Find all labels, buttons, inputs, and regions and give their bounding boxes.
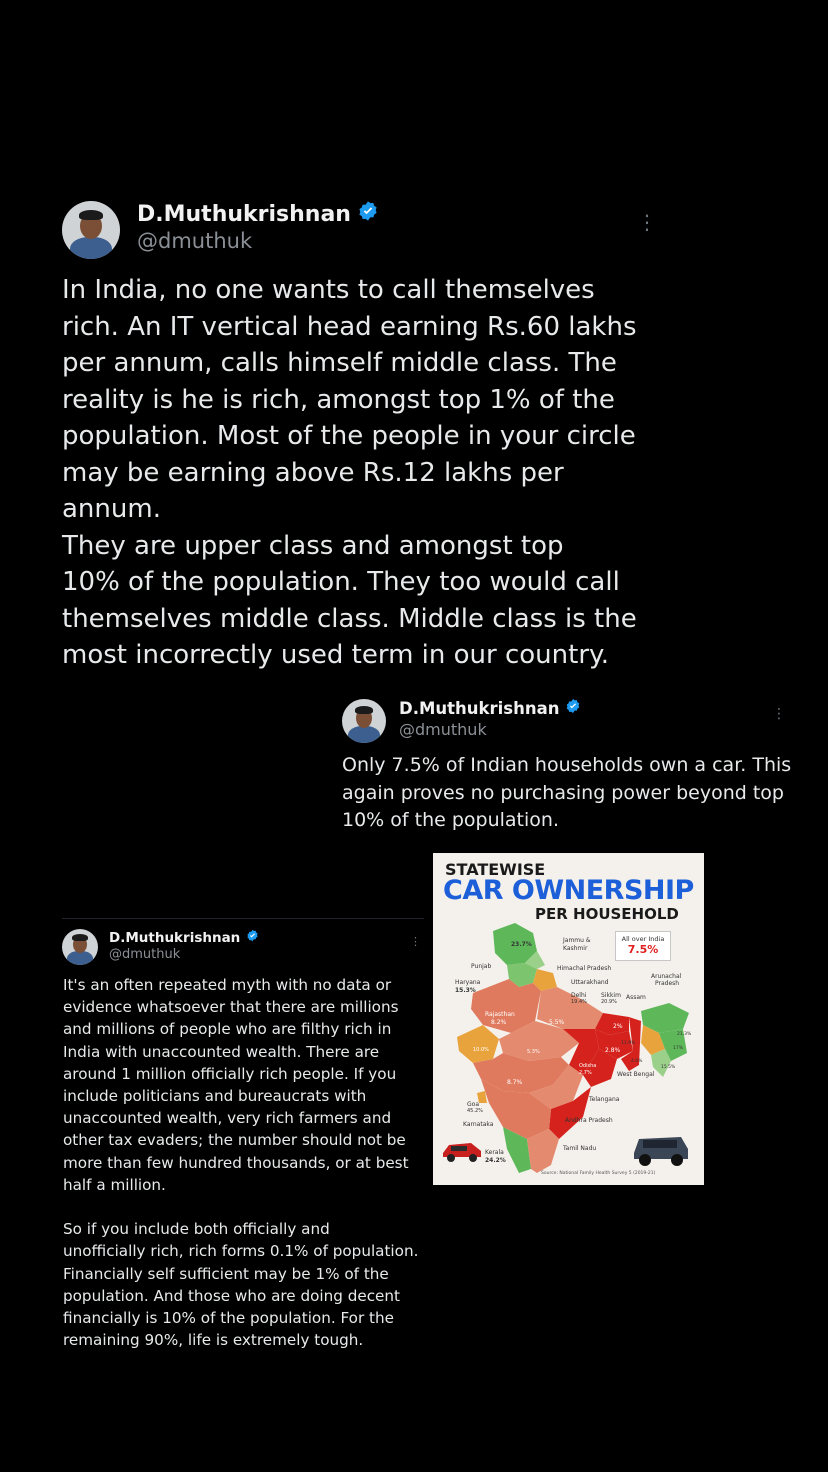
- all-india-box: [615, 931, 671, 961]
- text-line: remaining 90%, life is extremely tough.: [63, 1331, 364, 1350]
- label-mizoram-value: 15.5%: [661, 1065, 676, 1070]
- verified-badge-icon: [357, 200, 379, 228]
- text-line: reality is he is rich, amongst top 1% of the: [62, 384, 615, 415]
- infographic-title-line2: CAR OWNERSHIP: [443, 875, 694, 906]
- label-delhi: Delhi: [571, 992, 587, 999]
- text-line: around 1 million officially rich people. If you: [63, 1064, 397, 1083]
- author-name-text: D.Muthukrishnan: [399, 698, 560, 718]
- label-hp: Himachal Pradesh: [557, 965, 612, 972]
- label-goa-value: 45.2%: [467, 1108, 483, 1114]
- text-line: other tax evaders; the number should not be: [63, 1131, 406, 1150]
- infographic-source: Source: National Family Health Survey 5 (2019-21): [541, 1171, 656, 1176]
- label-rajasthan-value: 8.2%: [491, 1019, 507, 1026]
- text-line: Financially self sufficient may be 1% of the: [63, 1264, 389, 1283]
- more-vertical-icon[interactable]: ⋮: [637, 210, 657, 234]
- text-line: per annum, calls himself middle class. The: [62, 348, 617, 378]
- label-kerala: Kerala: [485, 1149, 504, 1156]
- text-line: [63, 1196, 423, 1218]
- text-line: more than few hundred thousands, or at best: [63, 1153, 409, 1172]
- label-delhi-value: 19.4%: [571, 999, 587, 1005]
- label-odisha: Odisha: [579, 1063, 597, 1069]
- label-karnataka: Karnataka: [463, 1121, 494, 1128]
- text-line: financially is 10% of the population. For the: [63, 1309, 394, 1328]
- label-haryana: Haryana: [455, 979, 481, 986]
- label-bihar-value: 2%: [613, 1023, 623, 1030]
- text-line: may be earning above Rs.12 lakhs per annum.: [62, 457, 564, 524]
- label-wb: West Bengal: [617, 1071, 655, 1078]
- author-name[interactable]: [137, 200, 379, 228]
- tweet-text: [342, 752, 802, 835]
- text-line: again proves no purchasing power beyond top: [342, 781, 784, 804]
- label-ap: Andhra Pradesh: [565, 1117, 613, 1124]
- text-line: rich. An IT vertical head earning Rs.60 lakhs: [62, 311, 637, 342]
- label-goa: Goa: [467, 1101, 479, 1108]
- suv-car-icon: [631, 1127, 691, 1167]
- text-line: It's an often repeated myth with no data or: [63, 976, 392, 994]
- infographic-title-line3: PER HOUSEHOLD: [535, 905, 679, 923]
- label-uk: Uttarakhand: [571, 979, 609, 986]
- more-vertical-icon[interactable]: ⋮: [410, 935, 421, 948]
- author-name-text: D.Muthukrishnan: [137, 201, 351, 227]
- text-line: So if you include both officially and: [63, 1220, 330, 1239]
- label-jk: Jammu &: [563, 937, 591, 944]
- label-up-value: 5.5%: [549, 1019, 565, 1026]
- text-line: most incorrectly used term in our country.: [62, 640, 609, 670]
- verified-badge-icon: [246, 929, 259, 946]
- text-line: In India, no one wants to call themselves: [62, 275, 595, 305]
- author-handle[interactable]: @dmuthuk: [109, 947, 181, 962]
- text-line: 10% of the population. They too would call: [62, 567, 620, 597]
- avatar[interactable]: [342, 699, 386, 743]
- car-ownership-infographic[interactable]: [433, 853, 704, 1185]
- label-telangana: Telangana: [589, 1096, 620, 1103]
- label-wb-value: 2.8%: [605, 1047, 621, 1054]
- label-jk-value: 23.7%: [511, 941, 532, 948]
- label-nagaland-value: 21.3%: [677, 1032, 692, 1037]
- text-line: include politicians and bureaucrats with: [63, 1087, 367, 1106]
- label-rajasthan: Rajasthan: [485, 1011, 515, 1018]
- author-name[interactable]: [109, 929, 259, 946]
- text-line: unaccounted wealth, very rich farmers and: [63, 1109, 392, 1128]
- all-india-value: 7.5%: [627, 943, 659, 956]
- label-sikkim: Sikkim: [601, 992, 621, 999]
- label-gujarat-value: 10.0%: [473, 1047, 489, 1053]
- label-manipur-value: 17%: [673, 1046, 684, 1051]
- author-name-text: D.Muthukrishnan: [109, 929, 241, 946]
- label-arunachal: Arunachal: [651, 973, 682, 980]
- tweet-text: [62, 272, 662, 674]
- text-line: and millions of people who are filthy rich in: [63, 1020, 392, 1039]
- label-haryana-value: 15.3%: [455, 987, 476, 994]
- text-line: They are upper class and amongst top: [62, 530, 564, 561]
- label-jk-2: Kashmir: [563, 945, 588, 952]
- text-line: unofficially rich, rich forms 0.1% of population.: [63, 1242, 419, 1261]
- text-line: Only 7.5% of Indian households own a car. This: [342, 754, 792, 776]
- verified-badge-icon: [565, 698, 581, 718]
- label-maharashtra-value: 8.7%: [507, 1079, 523, 1086]
- text-line: 10% of the population.: [342, 809, 559, 831]
- text-line: population. Most of the people in your circle: [62, 421, 636, 451]
- text-line: evidence whatsoever that there are millions: [63, 998, 399, 1017]
- tweet-text: [63, 974, 423, 1351]
- label-tn: Tamil Nadu: [563, 1145, 597, 1152]
- label-kerala-value: 24.2%: [485, 1157, 506, 1164]
- author-handle[interactable]: @dmuthuk: [399, 720, 487, 739]
- label-assam: Assam: [626, 994, 646, 1001]
- label-meghalaya-value: 11.9%: [621, 1041, 636, 1046]
- all-india-label: All over India: [621, 935, 665, 943]
- label-mp-value: 5.3%: [527, 1049, 540, 1055]
- author-name[interactable]: [399, 698, 581, 718]
- label-punjab: Punjab: [471, 963, 492, 970]
- text-line: half a million.: [63, 1175, 166, 1194]
- avatar[interactable]: [62, 929, 98, 965]
- author-handle[interactable]: @dmuthuk: [137, 229, 253, 253]
- more-vertical-icon[interactable]: ⋮: [772, 706, 786, 722]
- text-line: population. And those who are doing decent: [63, 1286, 400, 1305]
- label-sikkim-value: 20.9%: [601, 999, 617, 1005]
- text-line: themselves middle class. Middle class is the: [62, 603, 637, 634]
- text-line: India with unaccounted wealth. There are: [63, 1042, 380, 1061]
- divider: [62, 918, 424, 919]
- infographic-title-line1: STATEWISE: [445, 860, 546, 879]
- label-tripura-value: 4.6%: [631, 1059, 643, 1064]
- label-odisha-value: 2.7%: [579, 1070, 592, 1076]
- red-car-icon: [441, 1137, 483, 1163]
- avatar[interactable]: [62, 201, 120, 259]
- label-arunachal-2: Pradesh: [655, 980, 680, 987]
